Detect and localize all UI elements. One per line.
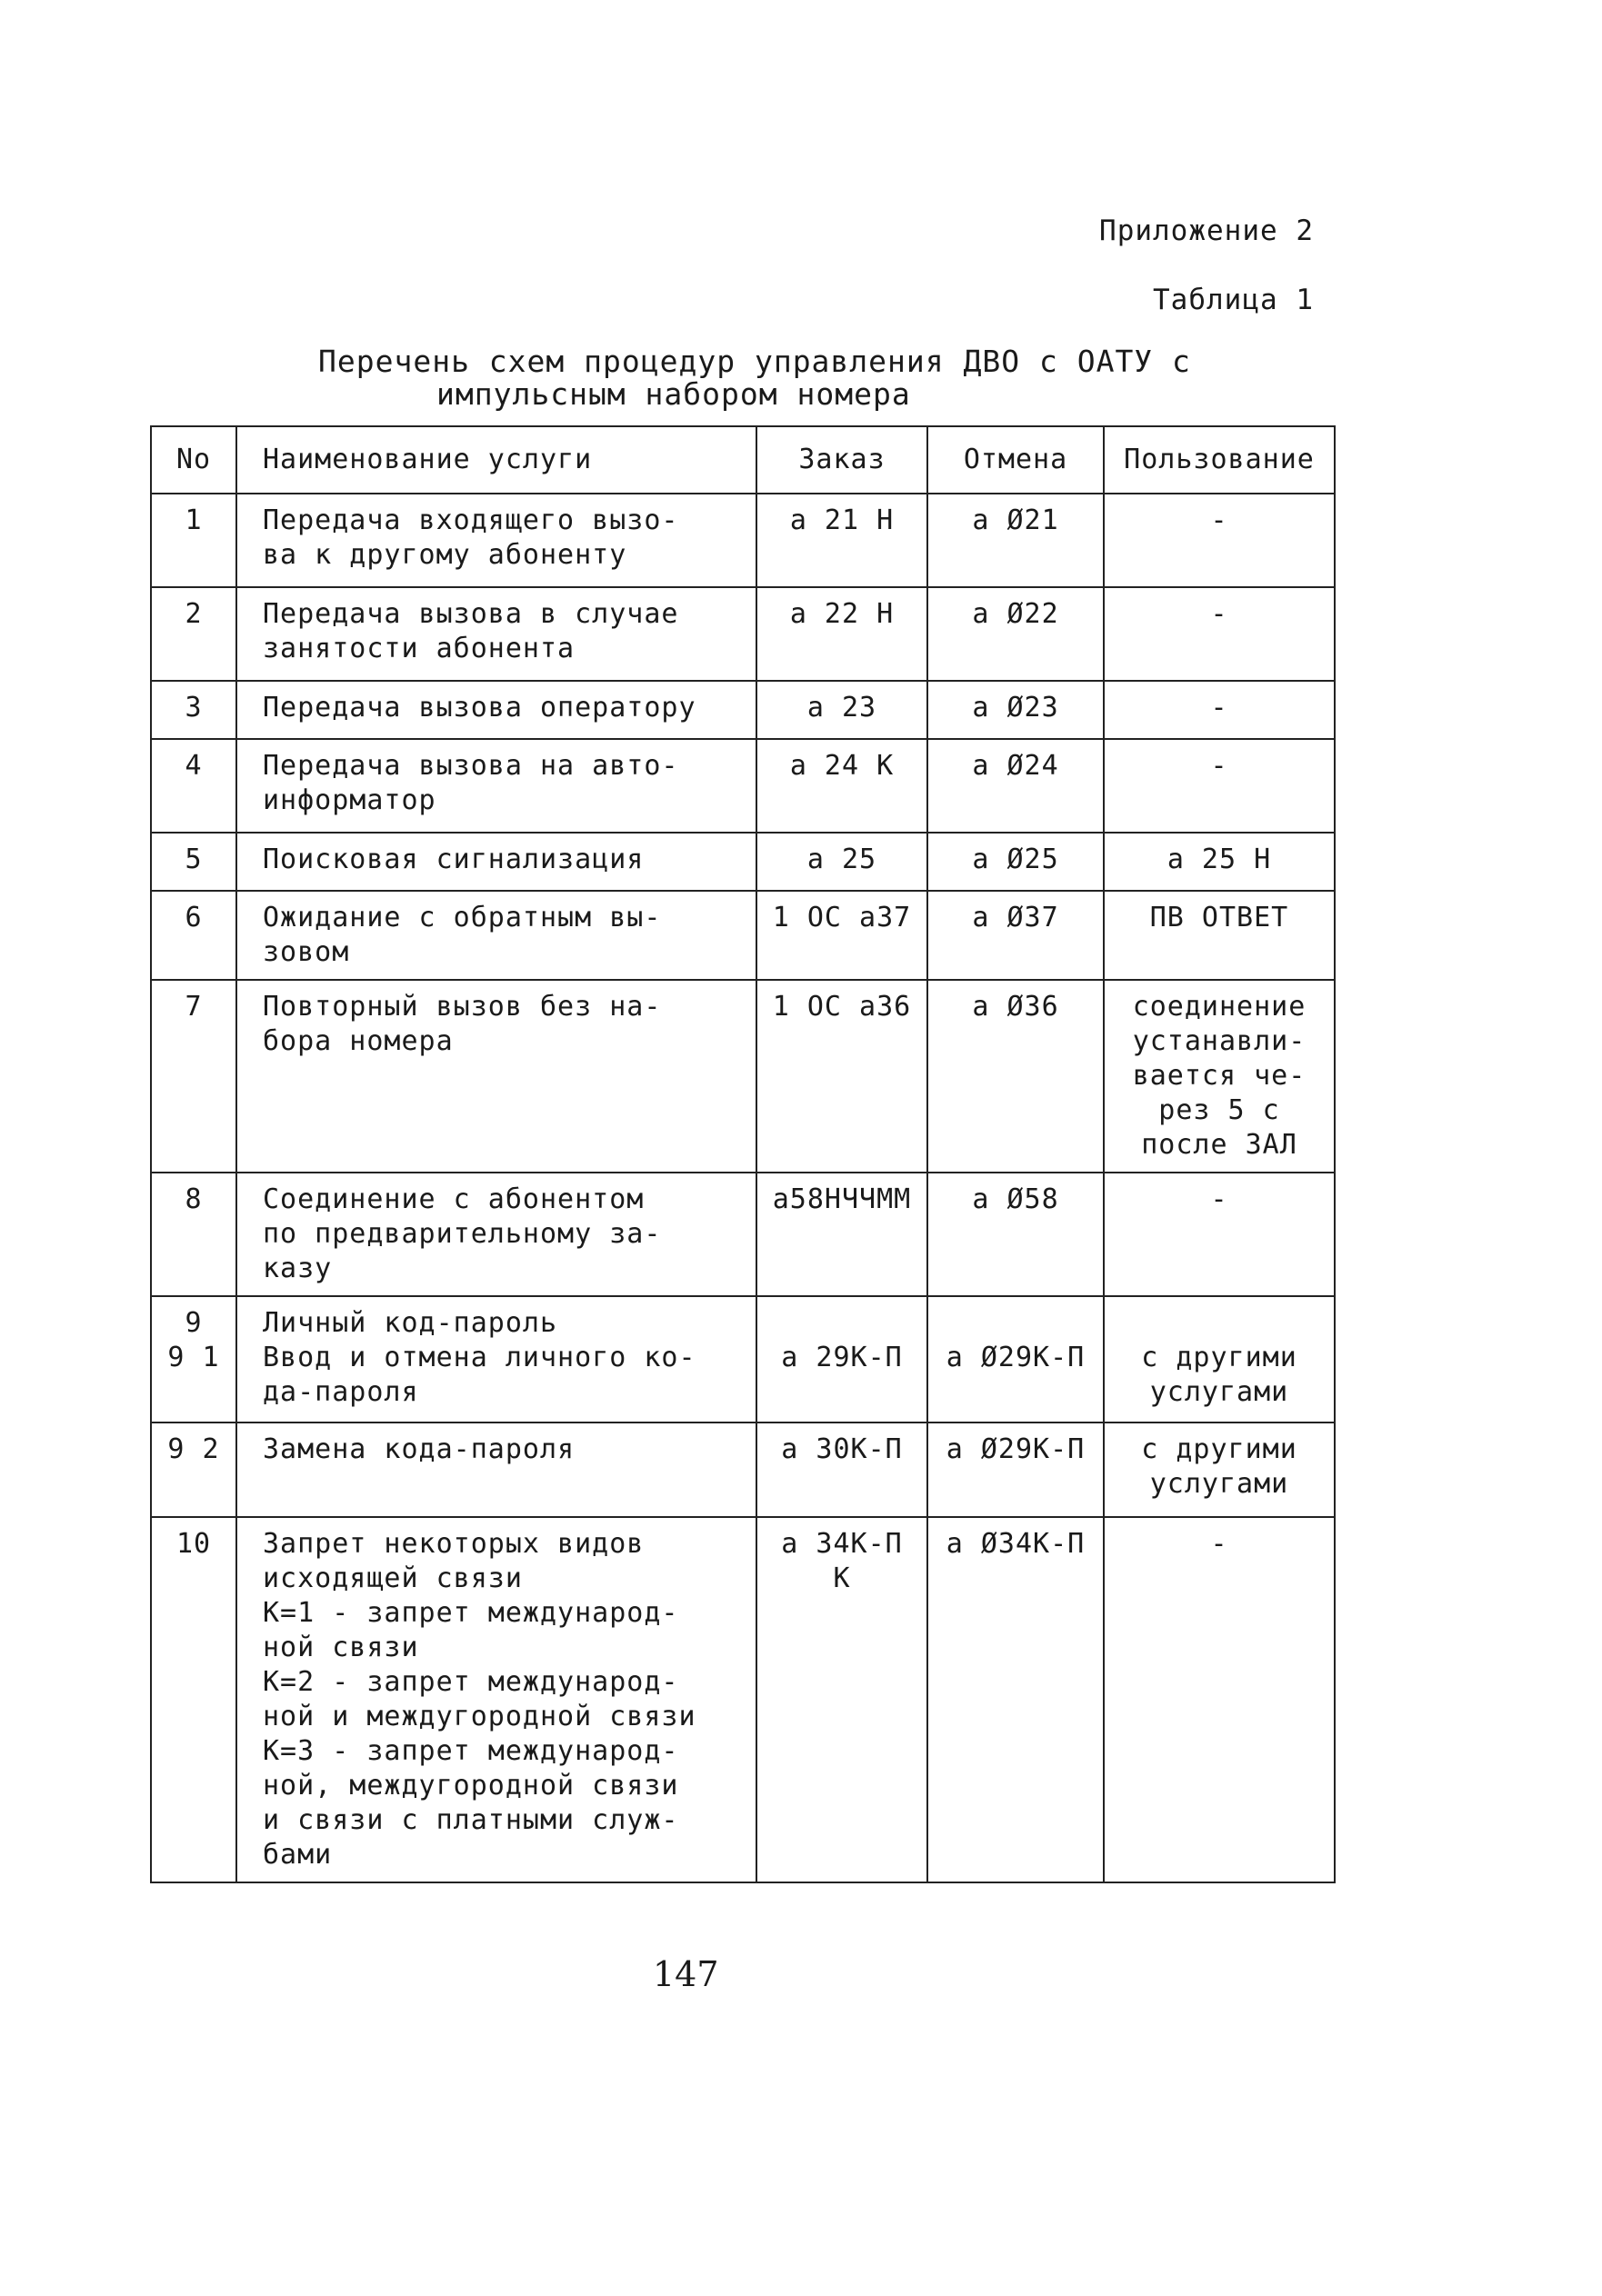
table-row xyxy=(151,587,1335,681)
cancel-code: а Ø25 xyxy=(927,833,1104,891)
service-name: Ожидание с обратным вы- зовом xyxy=(236,891,756,980)
row-number: 9 2 xyxy=(151,1423,236,1517)
table-title-line-2: импульсным набором номера xyxy=(436,376,911,412)
cancel-code: а Ø23 xyxy=(927,681,1104,739)
row-number: 9 9 1 xyxy=(151,1296,236,1423)
order-code: а 21 Н xyxy=(756,494,927,587)
row-number: 6 xyxy=(151,891,236,980)
column-header-service-name: Наименование услуги xyxy=(236,426,756,494)
table-row xyxy=(151,494,1335,587)
appendix-label: Приложение 2 xyxy=(1099,215,1314,247)
order-code: а 34К-П К xyxy=(756,1517,927,1882)
service-name: Запрет некоторых видов исходящей связи К=1 - запрет международ- ной связи К=2 - запрет международ- ной и междугородной связи К=3 - запрет международ- ной, междугородной связи и связи с платными служ- бами xyxy=(236,1517,756,1882)
order-code: а 30К-П xyxy=(756,1423,927,1517)
usage-code: - xyxy=(1104,1173,1335,1296)
row-number: 3 xyxy=(151,681,236,739)
usage-code: ПВ ОТВЕТ xyxy=(1104,891,1335,980)
usage-code: соединение устанавли- вается че- рез 5 с после ЗАЛ xyxy=(1104,980,1335,1173)
row-number: 7 xyxy=(151,980,236,1173)
cancel-code: а Ø58 xyxy=(927,1173,1104,1296)
table-title-line-1: Перечень схем процедур управления ДВО с ОАТУ с xyxy=(318,344,1191,379)
order-code: а 23 xyxy=(756,681,927,739)
usage-code: - xyxy=(1104,1517,1335,1882)
usage-code: а 25 Н xyxy=(1104,833,1335,891)
row-number: 1 xyxy=(151,494,236,587)
service-name: Личный код-пароль Ввод и отмена личного ко- да-пароля xyxy=(236,1296,756,1423)
table-row xyxy=(151,1296,1335,1423)
cancel-code: а Ø24 xyxy=(927,739,1104,833)
usage-code: с другими услугами xyxy=(1104,1296,1335,1423)
table-row xyxy=(151,833,1335,891)
cancel-code: а Ø29К-П xyxy=(927,1296,1104,1423)
row-number: 4 xyxy=(151,739,236,833)
usage-code: с другими услугами xyxy=(1104,1423,1335,1517)
cancel-code: а Ø37 xyxy=(927,891,1104,980)
table-row xyxy=(151,1423,1335,1517)
service-name: Передача вызова на авто- информатор xyxy=(236,739,756,833)
order-code: 1 ОС а36 xyxy=(756,980,927,1173)
cancel-code: а Ø29К-П xyxy=(927,1423,1104,1517)
order-code: а 24 К xyxy=(756,739,927,833)
table-row xyxy=(151,739,1335,833)
service-name: Замена кода-пароля xyxy=(236,1423,756,1517)
table-row xyxy=(151,1173,1335,1296)
order-code: а 22 Н xyxy=(756,587,927,681)
order-code: а58НЧЧММ xyxy=(756,1173,927,1296)
row-number: 8 xyxy=(151,1173,236,1296)
order-code: 1 ОС а37 xyxy=(756,891,927,980)
table-row xyxy=(151,1517,1335,1882)
order-code: а 25 xyxy=(756,833,927,891)
cancel-code: а Ø36 xyxy=(927,980,1104,1173)
column-header-use: Пользование xyxy=(1104,426,1335,494)
row-number: 10 xyxy=(151,1517,236,1882)
service-name: Соединение с абонентом по предварительному за- казу xyxy=(236,1173,756,1296)
table-row xyxy=(151,681,1335,739)
row-number: 5 xyxy=(151,833,236,891)
table-row xyxy=(151,891,1335,980)
service-name: Повторный вызов без на- бора номера xyxy=(236,980,756,1173)
cancel-code: а Ø21 xyxy=(927,494,1104,587)
cancel-code: а Ø22 xyxy=(927,587,1104,681)
usage-code: - xyxy=(1104,494,1335,587)
usage-code: - xyxy=(1104,681,1335,739)
service-name: Передача вызова оператору xyxy=(236,681,756,739)
column-header-cancel: Отмена xyxy=(927,426,1104,494)
service-name: Передача входящего вызо- ва к другому абоненту xyxy=(236,494,756,587)
order-code: а 29К-П xyxy=(756,1296,927,1423)
service-name: Передача вызова в случае занятости абонента xyxy=(236,587,756,681)
row-number: 2 xyxy=(151,587,236,681)
column-header-order: Заказ xyxy=(756,426,927,494)
table-row xyxy=(151,980,1335,1173)
services-table xyxy=(150,425,1336,1883)
table-header-row xyxy=(151,426,1335,494)
column-header-no: No xyxy=(151,426,236,494)
usage-code: - xyxy=(1104,587,1335,681)
service-name: Поисковая сигнализация xyxy=(236,833,756,891)
usage-code: - xyxy=(1104,739,1335,833)
cancel-code: а Ø34К-П xyxy=(927,1517,1104,1882)
table-label: Таблица 1 xyxy=(1153,284,1314,316)
page-number: 147 xyxy=(653,1954,719,1994)
